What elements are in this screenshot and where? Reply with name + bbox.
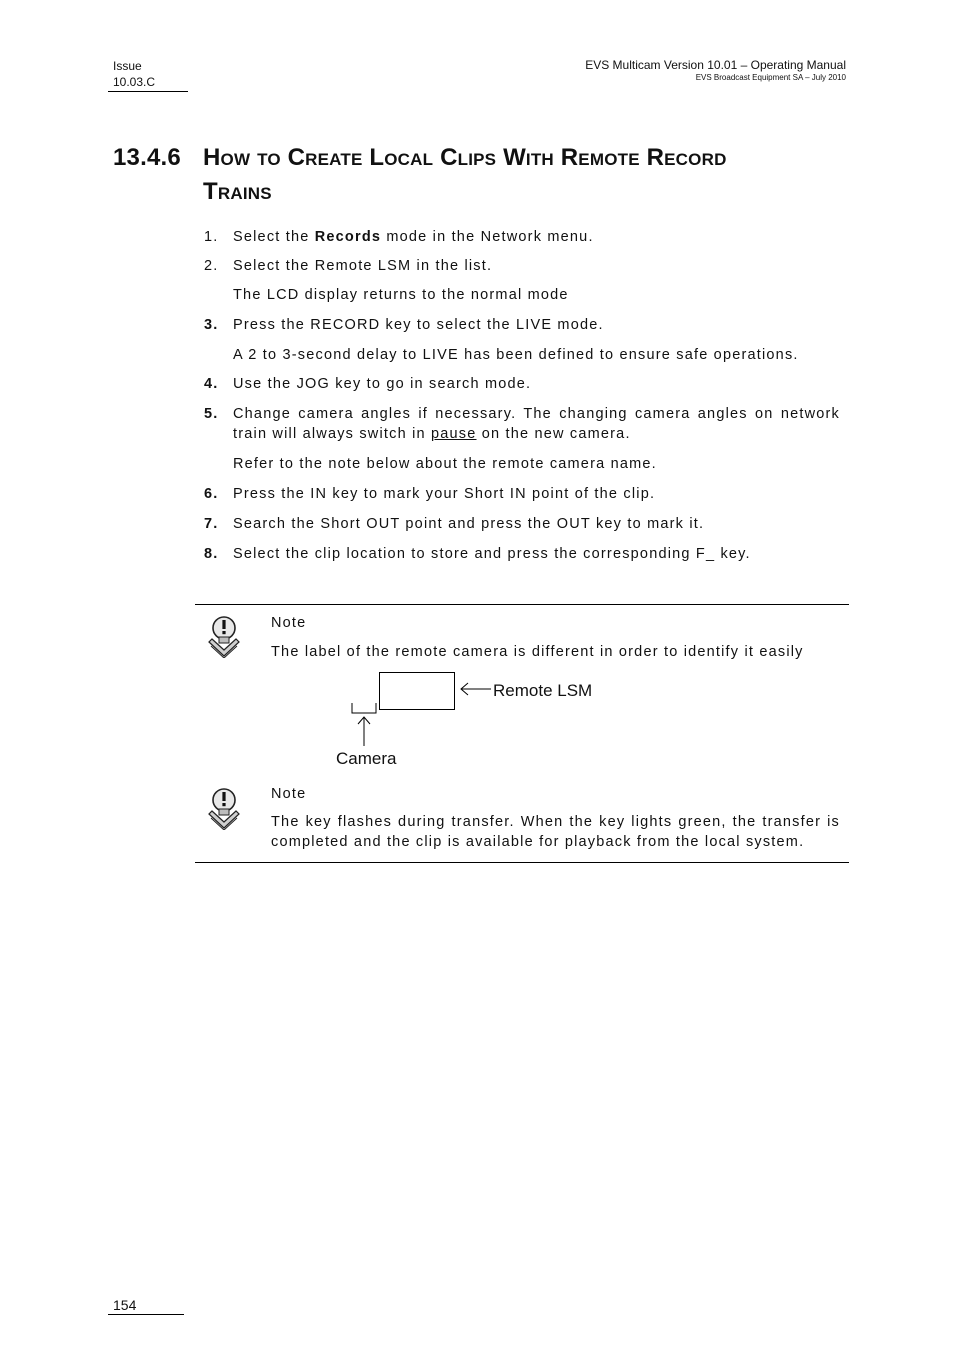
step-text (233, 227, 840, 247)
step-text: Select the Remote LSM in the list. (233, 258, 493, 274)
step-number: 4. (204, 376, 219, 392)
remote-lsm-box (379, 672, 455, 710)
footer-divider (108, 1314, 184, 1315)
step-text-post: mode in the Network menu. (381, 229, 594, 245)
step-text: Press the IN key to mark your Short IN point of the clip. (233, 486, 656, 502)
header-manual-info (585, 58, 846, 83)
note-1-text: The label of the remote camera is different in order to identify it easily (271, 644, 804, 660)
step-7 (204, 514, 840, 534)
section-title-line2: Trains (203, 178, 272, 205)
step-2 (204, 256, 840, 276)
step-number: 8. (204, 546, 219, 562)
step-number: 1. (204, 229, 219, 245)
step-text: Search the Short OUT point and press the OUT key to mark it. (233, 516, 705, 532)
issue-label: Issue (113, 59, 142, 73)
note-lightbulb-icon (206, 612, 242, 658)
note-lightbulb-icon (206, 784, 242, 830)
step-number: 3. (204, 317, 219, 333)
pause-term: pause (430, 426, 477, 442)
note-2-text: The key flashes during transfer. When the key lights green, the transfer is completed and the clip is available for playback from the local system. (271, 814, 840, 850)
step-text-pre: Select the (233, 229, 315, 245)
step-8 (204, 544, 840, 564)
step-text: Select the clip location to store and press the corresponding F_ key. (233, 546, 751, 562)
records-mode-label: Records (314, 229, 382, 245)
publisher-line: EVS Broadcast Equipment SA – July 2010 (695, 73, 846, 82)
step-text: Press the RECORD key to select the LIVE mode. (233, 317, 604, 333)
issue-number: 10.03.C (113, 75, 156, 89)
step-number: 5. (204, 406, 219, 422)
manual-title: EVS Multicam Version 10.01 – Operating Manual (585, 58, 846, 72)
step-text: Use the JOG key to go in search mode. (233, 376, 532, 392)
step-1 (204, 227, 840, 247)
step-3-detail: A 2 to 3-second delay to LIVE has been defined to ensure safe operations. (233, 347, 799, 363)
step-3 (204, 315, 840, 335)
step-5 (204, 404, 840, 444)
step-text (233, 404, 840, 444)
notes-top-rule (195, 604, 849, 605)
section-heading (113, 141, 833, 209)
step-number: 7. (204, 516, 219, 532)
step-number: 6. (204, 486, 219, 502)
header-issue (113, 58, 155, 90)
note-2-heading: Note (271, 786, 307, 802)
page-number: 154 (113, 1297, 137, 1313)
step-text-post: on the new camera. (476, 426, 631, 442)
note-1-heading: Note (271, 615, 307, 631)
section-number: 13.4.6 (113, 144, 181, 171)
step-4 (204, 374, 840, 394)
arrow-left-icon (458, 681, 492, 697)
notes-bottom-rule (195, 862, 849, 863)
camera-label: Camera (336, 749, 397, 768)
camera-bracket-arrow-icon (349, 700, 379, 748)
step-2-detail: The LCD display returns to the normal mode (233, 287, 569, 303)
step-6 (204, 484, 840, 504)
step-number: 2. (204, 258, 219, 274)
remote-lsm-label: Remote LSM (493, 681, 593, 700)
step-text-pre: Change camera angles if necessary. The changing camera angles on network train will always switch in (233, 406, 840, 442)
header-divider (108, 91, 188, 92)
step-5-detail: Refer to the note below about the remote camera name. (233, 456, 657, 472)
section-title-line1: How to Create Local Clips With Remote Record (203, 144, 727, 171)
